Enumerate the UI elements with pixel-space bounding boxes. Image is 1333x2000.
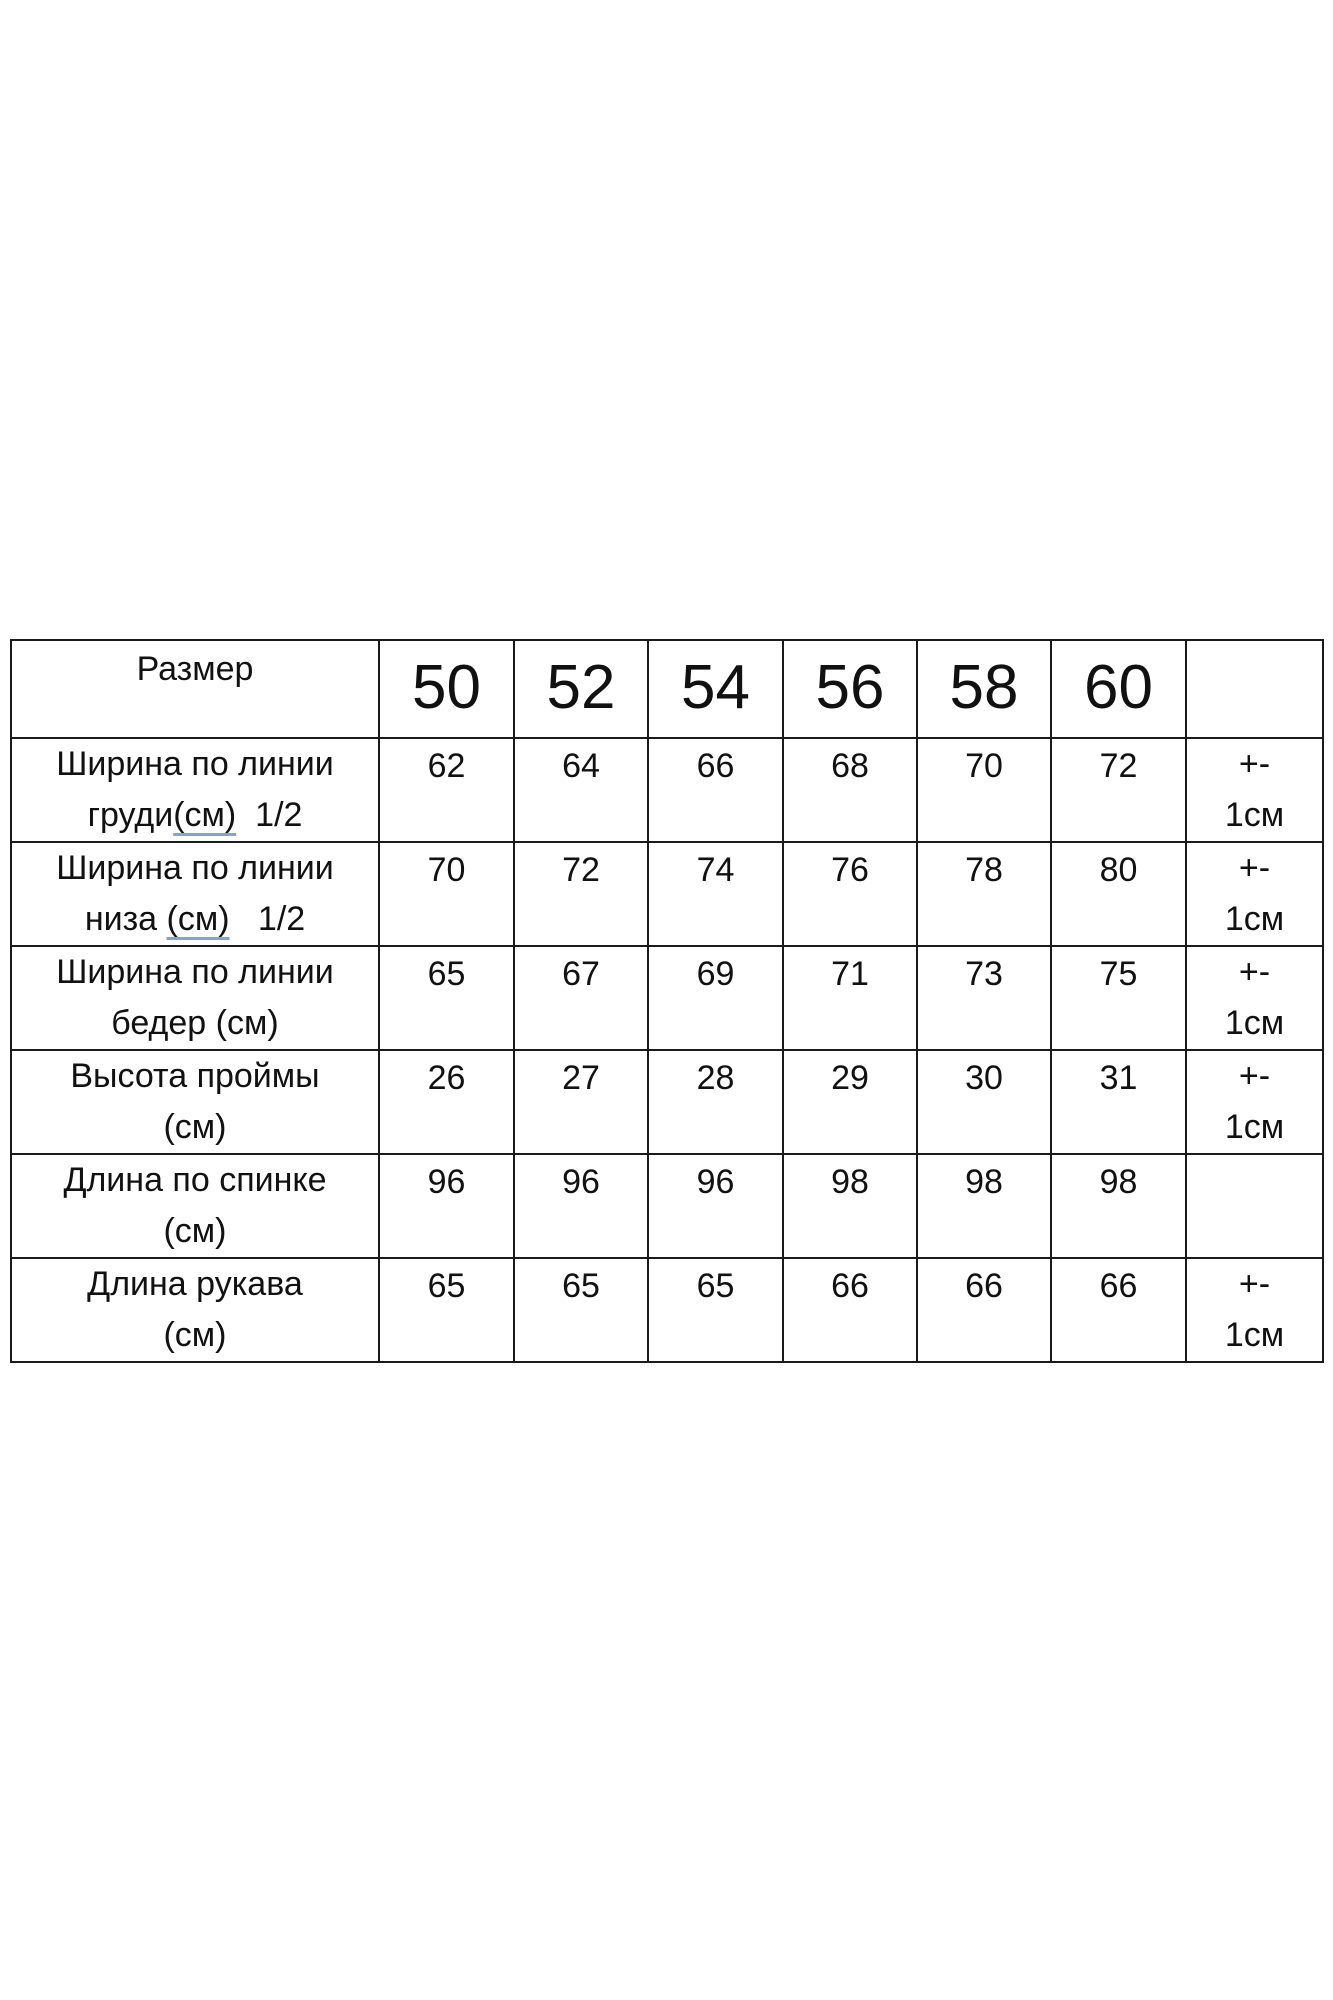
value-cell xyxy=(1051,1050,1186,1154)
value-cell xyxy=(1051,1154,1186,1258)
value-cell xyxy=(379,1154,514,1258)
value: 62 xyxy=(427,747,466,785)
value-cell xyxy=(648,1154,783,1258)
tolerance-cell xyxy=(1186,842,1323,946)
value-cell xyxy=(379,738,514,842)
row-label-prefix: груди xyxy=(87,796,174,834)
value: 65 xyxy=(696,1267,735,1305)
row-label-suffix: 1/2 xyxy=(255,796,303,834)
value: 96 xyxy=(427,1163,466,1201)
value: 26 xyxy=(427,1059,466,1097)
value: 28 xyxy=(696,1059,735,1097)
value: 70 xyxy=(427,851,466,889)
row-label-cell xyxy=(11,738,379,842)
row-label-cell xyxy=(11,1154,379,1258)
size-58: 58 xyxy=(949,653,1019,722)
value-cell xyxy=(379,946,514,1050)
value: 72 xyxy=(562,851,600,889)
row-label-cell xyxy=(11,946,379,1050)
value-cell xyxy=(1051,1258,1186,1362)
row-label-line2: бедер (см) xyxy=(111,1004,279,1042)
size-chart-table xyxy=(10,639,1324,1363)
value: 66 xyxy=(965,1267,1003,1305)
value: 76 xyxy=(831,851,869,889)
tolerance-value: 1см xyxy=(1224,900,1285,938)
header-size-cell xyxy=(1051,640,1186,738)
value-cell xyxy=(1051,738,1186,842)
value-cell xyxy=(514,1050,648,1154)
value: 68 xyxy=(831,747,869,785)
value: 98 xyxy=(965,1163,1003,1201)
value: 72 xyxy=(1099,747,1138,785)
size-header-label: Размер xyxy=(136,650,254,688)
row-label-line1: Ширина по линии xyxy=(56,953,334,991)
value: 69 xyxy=(696,955,735,993)
value-cell xyxy=(783,946,917,1050)
value: 65 xyxy=(562,1267,600,1305)
value: 73 xyxy=(965,955,1003,993)
row-label-line2: (см) xyxy=(163,1108,227,1146)
value: 75 xyxy=(1099,955,1138,993)
row-label-line1: Ширина по линии xyxy=(56,849,334,887)
table-row xyxy=(11,1258,1323,1362)
tolerance-sign: +- xyxy=(1238,1057,1271,1095)
header-size-cell xyxy=(379,640,514,738)
value: 98 xyxy=(1099,1163,1138,1201)
row-label-line1: Высота проймы xyxy=(70,1057,320,1095)
size-50: 50 xyxy=(412,653,481,722)
tolerance-sign: +- xyxy=(1238,745,1271,783)
tolerance-value: 1см xyxy=(1224,796,1285,834)
size-60: 60 xyxy=(1084,653,1153,722)
value: 66 xyxy=(831,1267,869,1305)
value-cell xyxy=(783,1154,917,1258)
value-cell xyxy=(648,946,783,1050)
value-cell xyxy=(514,946,648,1050)
size-54: 54 xyxy=(681,653,750,722)
value-cell xyxy=(514,1258,648,1362)
tolerance-sign: +- xyxy=(1238,849,1271,887)
value-cell xyxy=(514,738,648,842)
value: 27 xyxy=(562,1059,600,1097)
size-52: 52 xyxy=(546,653,616,722)
table-row xyxy=(11,1050,1323,1154)
value: 66 xyxy=(696,747,735,785)
tolerance-value: 1см xyxy=(1224,1004,1285,1042)
row-label-unit: (см) xyxy=(166,900,230,938)
value: 30 xyxy=(965,1059,1003,1097)
value-cell xyxy=(514,1154,648,1258)
value-cell xyxy=(917,946,1051,1050)
value-cell xyxy=(917,842,1051,946)
row-label-line2 xyxy=(12,790,378,841)
value-cell xyxy=(917,738,1051,842)
row-label-line1: Длина по спинке xyxy=(63,1161,327,1199)
row-label-prefix: низа xyxy=(84,900,158,938)
value: 71 xyxy=(831,955,869,993)
row-label-line2 xyxy=(12,894,378,945)
value-cell xyxy=(379,1258,514,1362)
header-size-cell xyxy=(783,640,917,738)
value-cell xyxy=(514,842,648,946)
value-cell xyxy=(783,1050,917,1154)
value: 65 xyxy=(427,955,466,993)
row-label-line2: (см) xyxy=(163,1316,227,1354)
row-label-line1: Длина рукава xyxy=(87,1265,303,1303)
value: 64 xyxy=(562,747,600,785)
tolerance-sign: +- xyxy=(1238,953,1271,991)
header-tolerance-cell xyxy=(1186,640,1323,738)
value-cell xyxy=(917,1050,1051,1154)
table-row xyxy=(11,738,1323,842)
header-label-cell xyxy=(11,640,379,738)
row-label-line1: Ширина по линии xyxy=(56,745,334,783)
tolerance-cell xyxy=(1186,1050,1323,1154)
value: 31 xyxy=(1099,1059,1138,1097)
header-size-cell xyxy=(917,640,1051,738)
value-cell xyxy=(648,738,783,842)
row-label-cell xyxy=(11,1050,379,1154)
tolerance-sign: +- xyxy=(1238,1265,1271,1303)
tolerance-value: 1см xyxy=(1224,1108,1285,1146)
value: 96 xyxy=(696,1163,735,1201)
value: 74 xyxy=(696,851,735,889)
table-header-row xyxy=(11,640,1323,738)
value-cell xyxy=(1051,946,1186,1050)
row-label-cell xyxy=(11,842,379,946)
value: 96 xyxy=(562,1163,600,1201)
tolerance-cell xyxy=(1186,1154,1323,1258)
value-cell xyxy=(379,842,514,946)
header-size-cell xyxy=(648,640,783,738)
tolerance-value: 1см xyxy=(1224,1316,1285,1354)
value: 98 xyxy=(831,1163,869,1201)
value-cell xyxy=(648,842,783,946)
value-cell xyxy=(917,1154,1051,1258)
header-size-cell xyxy=(514,640,648,738)
value: 78 xyxy=(965,851,1003,889)
value: 67 xyxy=(562,955,600,993)
row-label-suffix: 1/2 xyxy=(257,900,306,938)
value-cell xyxy=(917,1258,1051,1362)
row-label-unit: (см) xyxy=(173,796,237,834)
value-cell xyxy=(783,842,917,946)
tolerance-cell xyxy=(1186,738,1323,842)
size-56: 56 xyxy=(815,653,885,722)
row-label-line2: (см) xyxy=(163,1212,227,1250)
value: 70 xyxy=(965,747,1003,785)
value-cell xyxy=(379,1050,514,1154)
value: 29 xyxy=(831,1059,869,1097)
table-row xyxy=(11,1154,1323,1258)
tolerance-cell xyxy=(1186,1258,1323,1362)
value: 65 xyxy=(427,1267,466,1305)
tolerance-cell xyxy=(1186,946,1323,1050)
value-cell xyxy=(648,1258,783,1362)
value-cell xyxy=(783,738,917,842)
value: 80 xyxy=(1099,851,1138,889)
value-cell xyxy=(648,1050,783,1154)
header-tolerance xyxy=(1187,641,1322,643)
value: 66 xyxy=(1099,1267,1138,1305)
value-cell xyxy=(1051,842,1186,946)
value-cell xyxy=(783,1258,917,1362)
row-label-cell xyxy=(11,1258,379,1362)
table-row xyxy=(11,946,1323,1050)
table-row xyxy=(11,842,1323,946)
